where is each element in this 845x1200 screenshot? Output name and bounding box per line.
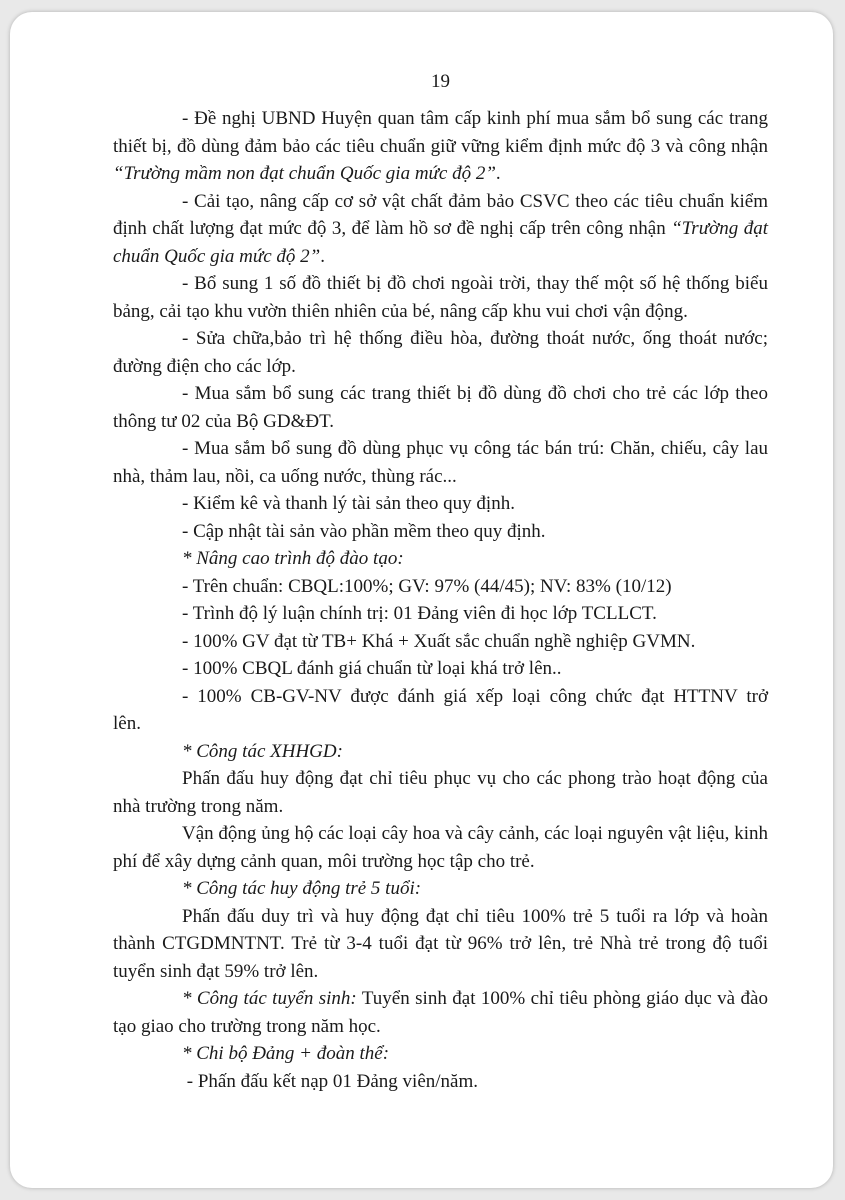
paragraph-party-admission: - Phấn đấu kết nạp 01 Đảng viên/năm. — [182, 1070, 479, 1092]
paragraph-budget-proposal — [113, 105, 768, 188]
paragraph-enrollment-targets: Phấn đấu duy trì và huy động đạt chỉ tiêu 100% trẻ 5 tuổi ra lớp và hoàn thành CTGDMNTNT. Trẻ từ 3-4 tuổi đạt từ 96% trở lên, trẻ Nhà trẻ trong độ tuổi tuyển sinh đạt 59% trở lên. — [113, 905, 768, 982]
paragraph-facility-upgrade — [113, 188, 768, 271]
italic-quote: “Trường đạt chuẩn Quốc gia mức độ 2” — [113, 218, 769, 267]
paragraph-above-standard: - Trên chuẩn: CBQL:100%; GV: 97% (44/45); NV: 83% (10/12) — [182, 575, 672, 597]
heading-socialization: * Công tác XHHGD: — [182, 740, 343, 762]
document-page — [10, 12, 833, 1188]
paragraph-punctuation: . — [320, 245, 325, 267]
paragraph-outdoor-equipment: - Bổ sung 1 số đồ thiết bị đồ chơi ngoài trời, thay thế một số hệ thống biểu bảng, cải tạo khu vườn thiên nhiên của bé, nâng cấp khu vui chơi vận động. — [113, 273, 768, 322]
paragraph-teacher-standard: - 100% GV đạt từ TB+ Khá + Xuất sắc chuẩn nghề nghiệp GVMN. — [182, 630, 696, 652]
heading-training: * Nâng cao trình độ đào tạo: — [182, 548, 404, 569]
paragraph-donations: Vận động ủng hộ các loại cây hoa và cây cảnh, các loại nguyên vật liệu, kinh phí để xây dựng cảnh quan, môi trường học tập cho trẻ. — [113, 823, 768, 872]
paragraph-admissions — [113, 985, 768, 1040]
paragraph-inventory: - Kiểm kê và thanh lý tài sản theo quy định. — [182, 493, 515, 514]
paragraph-text: - Đề nghị UBND Huyện quan tâm cấp kinh phí mua sắm bổ sung các trang thiết bị, đồ dùng đảm bảo các tiêu chuẩn giữ vững kiểm định mức độ 3 và công nhận — [113, 108, 768, 157]
paragraph-toy-purchase: - Mua sắm bổ sung các trang thiết bị đồ dùng đồ chơi cho trẻ các lớp theo thông tư 02 của Bộ GD&ĐT. — [113, 383, 768, 432]
paragraph-asset-software: - Cập nhật tài sản vào phần mềm theo quy định. — [182, 520, 546, 542]
paragraph-manager-assessment: - 100% CBQL đánh giá chuẩn từ loại khá trở lên.. — [182, 658, 562, 679]
admissions-heading: * Công tác tuyển sinh: — [182, 988, 357, 1009]
page-number: 19 — [431, 71, 450, 92]
italic-quote: “Trường mầm non đạt chuẩn Quốc gia mức độ 2” — [113, 163, 496, 184]
page-content — [113, 62, 768, 1095]
paragraph-text: - Cải tạo, nâng cấp cơ sở vật chất đảm bảo CSVC theo các tiêu chuẩn kiểm định chất lượng đạt mức độ 3, để làm hồ sơ đề nghị cấp trên công nhận — [113, 190, 768, 239]
heading-five-year-olds: * Công tác huy động trẻ 5 tuổi: — [182, 878, 422, 899]
paragraph-text: Tuyển sinh đạt 100% chỉ tiêu phòng giáo dục và đào tạo giao cho trường trong năm học. — [113, 988, 768, 1037]
paragraph-political-theory: - Trình độ lý luận chính trị: 01 Đảng viên đi học lớp TCLLCT. — [182, 603, 657, 624]
paragraph-boarding-supplies: - Mua sắm bổ sung đồ dùng phục vụ công tác bán trú: Chăn, chiếu, cây lau nhà, thảm lau, nồi, ca uống nước, thùng rác... — [113, 438, 768, 487]
paragraph-punctuation: . — [495, 163, 501, 184]
paragraph-repairs: - Sửa chữa,bảo trì hệ thống điều hòa, đường thoát nước, ống thoát nước; đường điện cho các lớp. — [113, 328, 768, 377]
paragraph-mobilization: Phấn đấu huy động đạt chỉ tiêu phục vụ cho các phong trào hoạt động của nhà trường trong năm. — [113, 768, 768, 817]
paragraph-staff-rating-line2: lên. — [113, 713, 141, 734]
heading-party-cell: * Chi bộ Đảng + đoàn thể: — [182, 1043, 390, 1064]
paragraph-staff-rating-line1: - 100% CB-GV-NV được đánh giá xếp loại công chức đạt HTTNV trở — [182, 685, 768, 707]
